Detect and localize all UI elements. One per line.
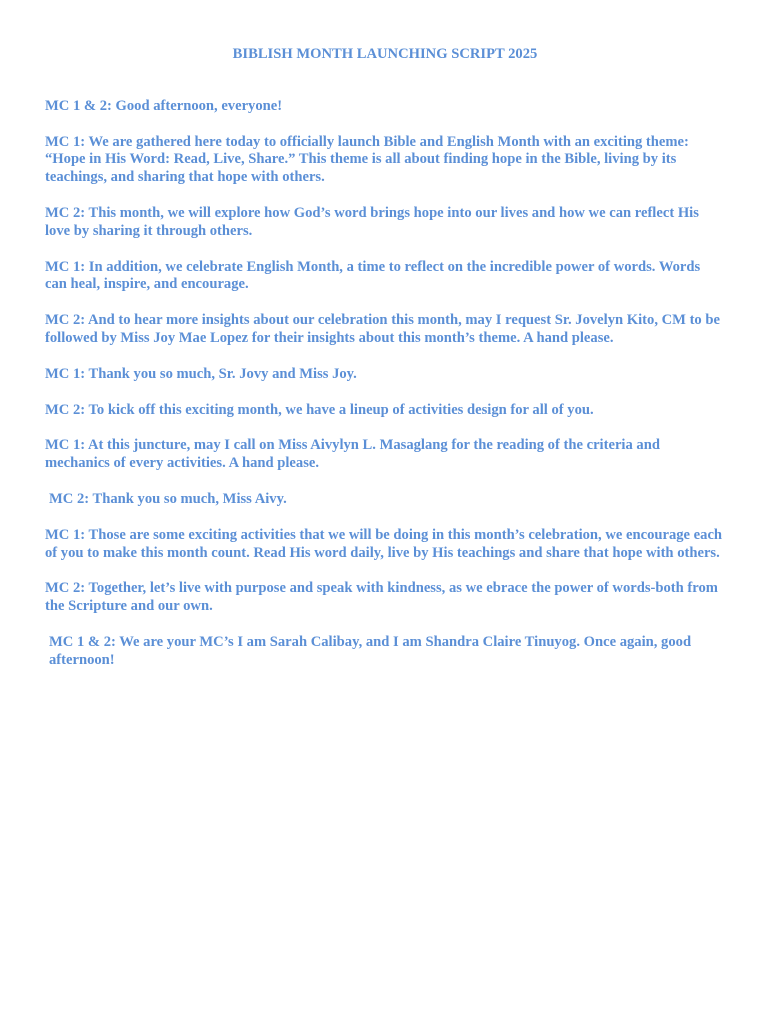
paragraph-explore: MC 2: This month, we will explore how God’s word brings hope into our lives and how we can reflect His love by sharing it through others. (45, 204, 699, 239)
paragraph-encourage: MC 1: Those are some exciting activities that we will be doing in this month’s celebration, we encourage each of you to make this month count. Read His word daily, live by His teachings and share that hope with others. (45, 526, 723, 561)
paragraph-closing: MC 1 & 2: We are your MC’s I am Sarah Calibay, and I am Shandra Claire Tinuyog. Once again, good afternoon! (49, 633, 692, 668)
paragraph-activities-lineup: MC 2: To kick off this exciting month, we have a lineup of activities design for all of you. (45, 401, 594, 418)
paragraph-criteria-call: MC 1: At this juncture, may I call on Miss Aivylyn L. Masaglang for the reading of the criteria and mechanics of every activities. A hand please. (45, 437, 660, 472)
paragraph-thanks-speakers: MC 1: Thank you so much, Sr. Jovy and Miss Joy. (45, 365, 357, 382)
paragraph-insights-request: MC 2: And to hear more insights about our celebration this month, may I request Sr. Jovelyn Kito, CM to be followed by Miss Joy Mae Lopez for their insights about this month’s theme. A hand please. (45, 312, 720, 346)
paragraph-greeting: MC 1 & 2: Good afternoon, everyone! (45, 97, 283, 114)
script-document (45, 46, 725, 688)
paragraph-theme: MC 1: We are gathered here today to officially launch Bible and English Month with an exciting theme: “Hope in His Word: Read, Live, Share.” This theme is all about finding hope in the Bible, living by its teachings, and sharing that hope with others. (45, 133, 689, 186)
paragraph-english-month: MC 1: In addition, we celebrate English Month, a time to reflect on the incredible power of words. Words can heal, inspire, and encourage. (45, 258, 701, 293)
paragraph-thanks-aivy: MC 2: Thank you so much, Miss Aivy. (49, 490, 287, 507)
paragraph-purpose: MC 2: Together, let’s live with purpose and speak with kindness, as we ebrace the power of words-both from the Scripture and our own. (45, 580, 718, 615)
document-title: BIBLISH MONTH LAUNCHING SCRIPT 2025 (232, 46, 538, 62)
